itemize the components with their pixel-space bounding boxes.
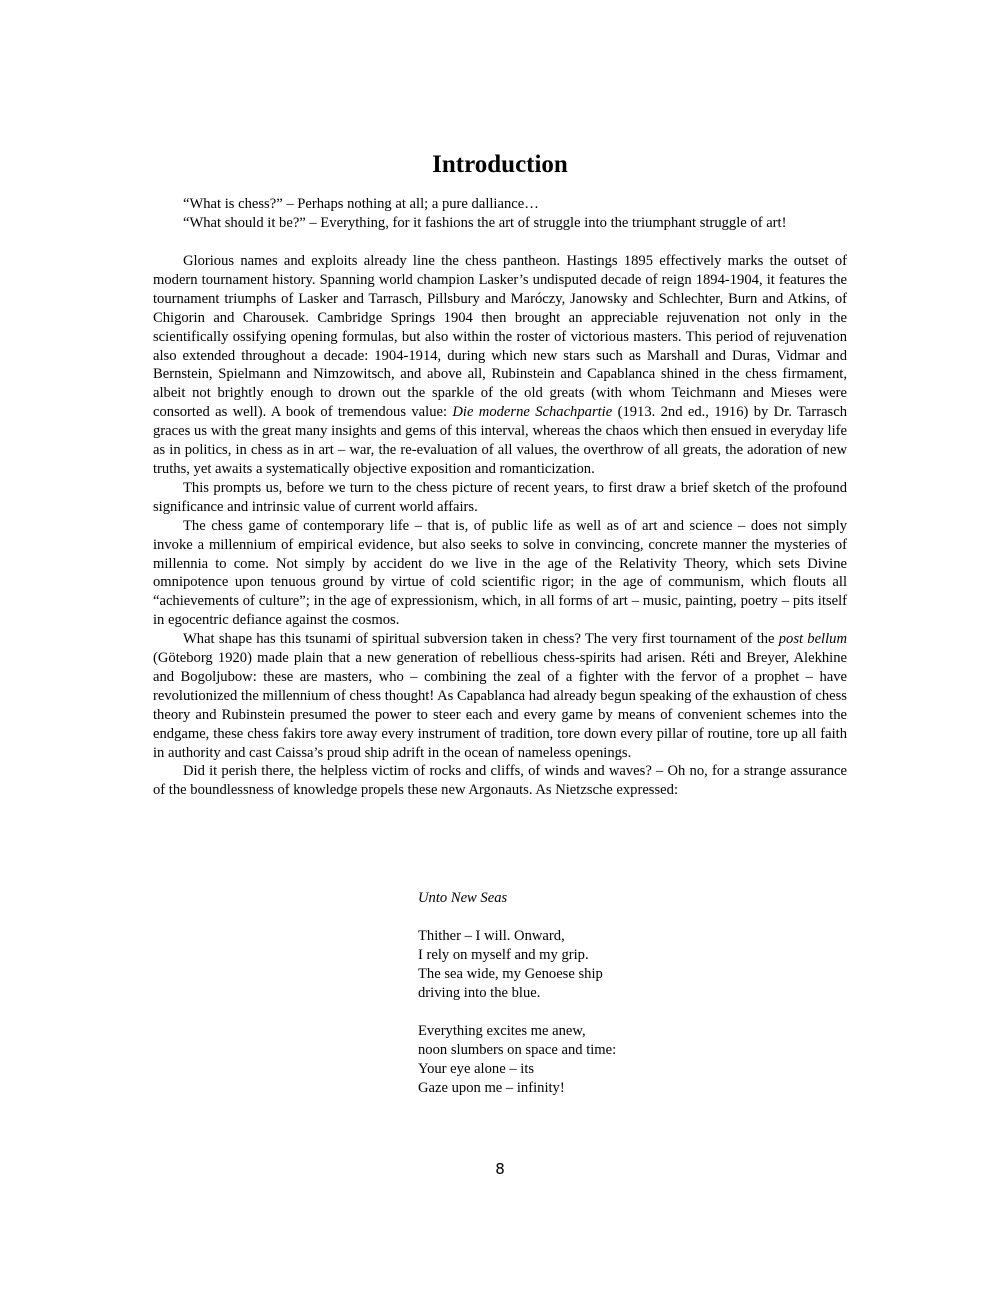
poem-line: Thither – I will. Onward, bbox=[418, 928, 565, 944]
poem-line: Gaze upon me – infinity! bbox=[418, 1080, 565, 1096]
paragraph bbox=[153, 630, 847, 762]
body-text bbox=[153, 252, 847, 800]
latin-phrase: post bellum bbox=[778, 631, 847, 648]
paragraph bbox=[153, 252, 847, 479]
poem-title: Unto New Seas bbox=[418, 890, 508, 906]
poem-line: Everything excites me anew, bbox=[418, 1023, 586, 1039]
poem-line: noon slumbers on space and time: bbox=[418, 1042, 617, 1058]
epigraph-line: “What should it be?” – Everything, for it fashions the art of struggle into the triumphant struggle of art! bbox=[183, 215, 787, 231]
paragraph: This prompts us, before we turn to the chess picture of recent years, to first draw a brief sketch of the profound significance and intrinsic value of current world affairs. bbox=[153, 479, 847, 515]
page-content bbox=[153, 148, 847, 800]
poem-line: driving into the blue. bbox=[418, 985, 541, 1001]
book-title: Die moderne Schachpartie bbox=[452, 404, 613, 421]
poem-line: I rely on myself and my grip. bbox=[418, 947, 589, 963]
poem-line: Your eye alone – its bbox=[418, 1061, 535, 1077]
epigraph-line: “What is chess?” – Perhaps nothing at all; a pure dalliance… bbox=[183, 196, 539, 212]
poem bbox=[418, 889, 616, 1117]
paragraph-text: What shape has this tsunami of spiritual subversion taken in chess? The very first tournament of the bbox=[183, 631, 779, 648]
poem-stanza bbox=[418, 1022, 616, 1098]
epigraph bbox=[153, 195, 847, 233]
poem-line: The sea wide, my Genoese ship bbox=[418, 966, 603, 982]
paragraph: The chess game of contemporary life – that is, of public life as well as of art and science – does not simply invoke a millennium of empirical evidence, but also seeks to solve in convincing, concrete manner the mysteries of millennia to come. Not simply by accident do we live in the age of the Relativity Theory, which sets Divine omnipotence upon tenuous ground by virtue of cold scientific rigor; in the age of communism, which flouts all “achievements of culture”; in the age of expressionism, which, in all forms of art – music, painting, poetry – pits itself in egocentric defiance against the cosmos. bbox=[153, 517, 847, 629]
paragraph: Did it perish there, the helpless victim of rocks and cliffs, of winds and waves? – Oh no, for a strange assurance of the boundlessness of knowledge propels these new Argonauts. As Nietzsche expressed: bbox=[153, 763, 847, 799]
chapter-title: Introduction bbox=[432, 151, 568, 178]
page-number: 8 bbox=[495, 1160, 505, 1178]
paragraph-text: Glorious names and exploits already line the chess pantheon. Hastings 1895 effectively marks the outset of modern tournament history. Spanning world champion Lasker’s undisputed decade of reign 1894-1904, it features the tournament triumphs of Lasker and Tarrasch, Pillsbury and Maróczy, Janowsky and Schlechter, Burn and Atkins, of Chigorin and Charousek. Cambridge Springs 1904 then brought an appreciable rejuvenation not only in the scientifically ossifying opening formulas, but also within the roster of victorious masters. This period of rejuvenation also extended throughout a decade: 1904-1914, during which new stars such as Marshall and Duras, Vidmar and Bernstein, Spielmann and Nimzowitsch, and above all, Rubinstein and Capablanca shined in the chess firmament, albeit not brightly enough to drown out the sparkle of the old greats (with whom Teichmann and Mieses were consorted as well). A book of tremendous value: bbox=[153, 253, 847, 421]
paragraph-text: (Göteborg 1920) made plain that a new generation of rebellious chess-spirits had arisen. Réti and Breyer, Alekhine and Bogoljubow: these are masters, who – combining the zeal of a fighter with the fervor of a prophet – have revolutionized the millennium of chess thought! As Capablanca had already begun speaking of the exhaustion of chess theory and Rubinstein presumed the power to steer each and every game by means of convenient schemes into the endgame, these chess fakirs tore away every instrument of tradition, tore down every pillar of routine, tore up all faith in authority and cast Caissa’s proud ship adrift in the ocean of nameless openings. bbox=[153, 650, 847, 761]
paragraph-text: (1913. 2nd ed., 1916) by Dr. Tarrasch graces us with the great many insights and gems of this interval, whereas the chaos which then ensued in everyday life as in politics, in chess as in art – war, the re-evaluation of all values, the overthrow of all greats, the adoration of new truths, yet awaits a systematically objective exposition and romanticization. bbox=[153, 404, 848, 477]
poem-stanza bbox=[418, 927, 616, 1003]
